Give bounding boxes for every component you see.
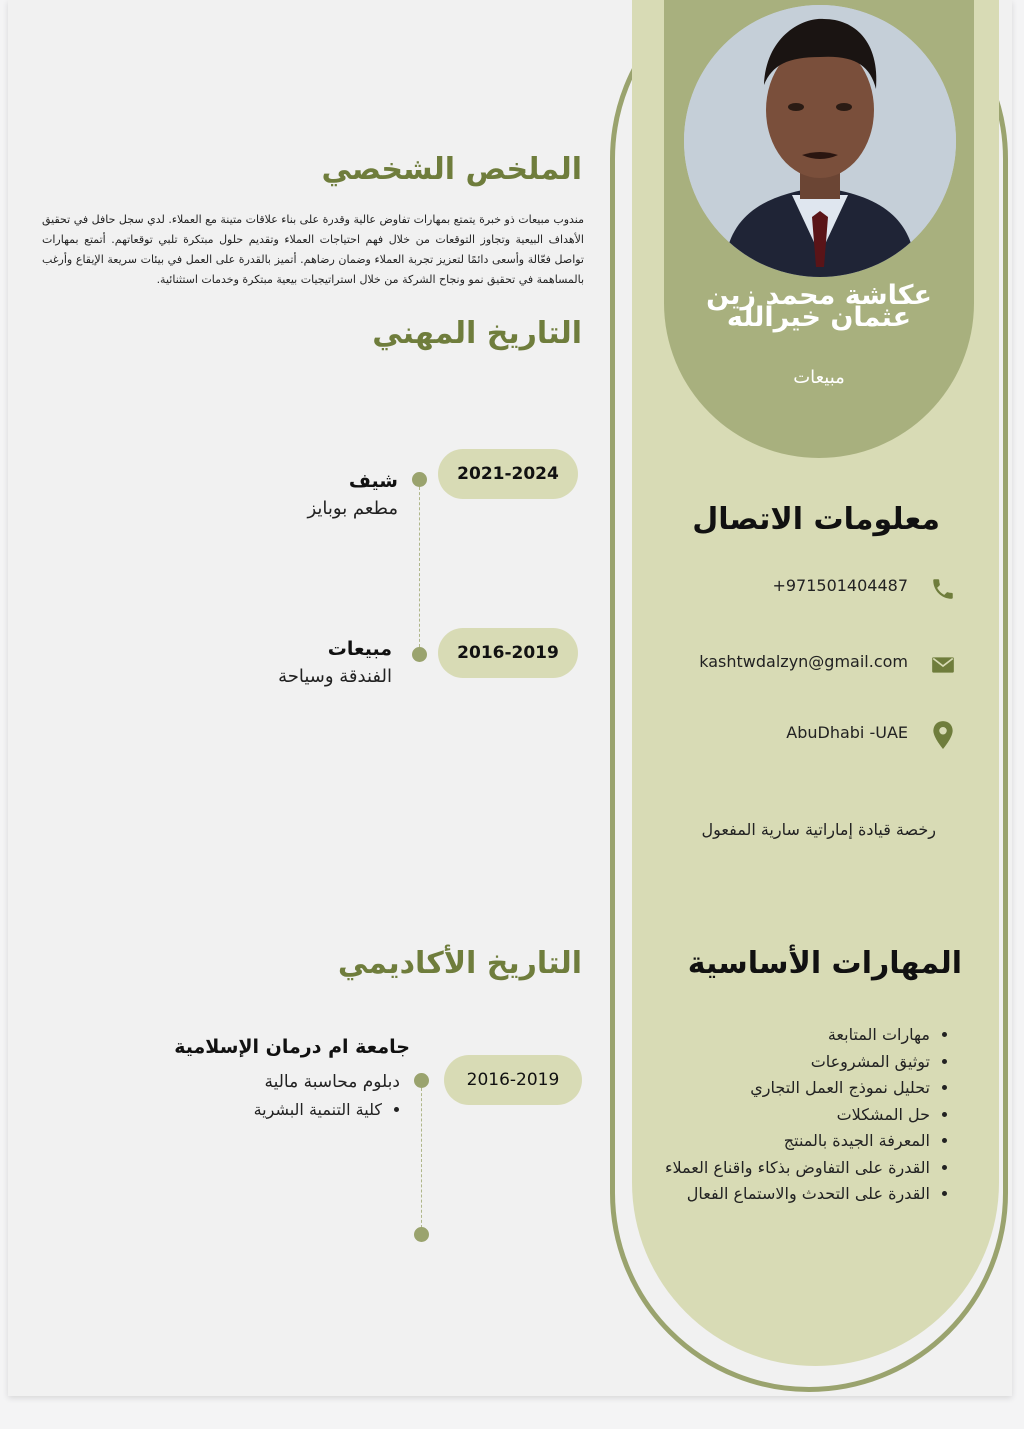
timeline-dot xyxy=(414,1227,429,1242)
job-years: 2021-2024 xyxy=(438,449,578,499)
education-years: 2016-2019 xyxy=(444,1055,582,1105)
summary-text: مندوب مبيعات ذو خبرة يتمتع بمهارات تفاوض عالية وقدرة على بناء علاقات متينة مع العملاء. لدي سجل حافل في تحقيق الأهداف البيعية وتجاوز التوقعات من خلال فهم احتياجات العملاء وتقديم حلول مبتكرة تلبي توقعاتهم. أتمتع بمهارات تواصل فعّالة وأسعى دائمًا لتعزيز تجربة العملاء وضمان رضاهم. أتميز بالقدرة على العمل في بيئات سريعة الإيقاع وأرغب بالمساهمة في تحقيق نمو ونجاح الشركة من خلال استراتيجيات بيعية مبتكرة وخدمات استثنائية. xyxy=(42,213,584,286)
skills-list xyxy=(640,1022,950,1208)
skill-item: • تحليل نموذج العمل التجاري xyxy=(640,1075,930,1102)
job-place: مطعم بوبايز xyxy=(307,498,398,519)
timeline-dot xyxy=(412,647,427,662)
contact-heading: معلومات الاتصال xyxy=(692,502,940,537)
skill-item: • القدرة على التفاوض بذكاء واقناع العملاء xyxy=(640,1155,930,1182)
skill-item: • المعرفة الجيدة بالمنتج xyxy=(640,1128,930,1155)
education-list xyxy=(150,1100,404,1119)
mail-icon xyxy=(930,652,956,678)
profile-name: عكاشة محمد زين عثمان خيرالله xyxy=(706,280,932,333)
profile-photo xyxy=(684,5,956,277)
summary-heading: الملخص الشخصي xyxy=(321,152,582,187)
timeline-dot xyxy=(412,472,427,487)
career-heading: التاريخ المهني xyxy=(372,316,582,351)
skill-item: • توثيق المشروعات xyxy=(640,1049,930,1076)
skill-item: • حل المشكلات xyxy=(640,1102,930,1129)
education-item: • كلية التنمية البشرية xyxy=(150,1100,382,1119)
contact-phone: +971501404487 xyxy=(772,576,908,595)
driving-license: رخصة قيادة إماراتية سارية المفعول xyxy=(701,820,936,839)
skills-heading: المهارات الأساسية xyxy=(687,946,962,981)
education-degree: دبلوم محاسبة مالية xyxy=(264,1072,400,1092)
location-pin-icon xyxy=(930,720,956,750)
skill-item: • القدرة على التحدث والاستماع الفعال xyxy=(640,1181,930,1208)
profile-role: مبيعات xyxy=(793,367,845,388)
contact-location: AbuDhabi -UAE xyxy=(786,723,908,742)
job-title: مبيعات xyxy=(327,638,392,660)
job-years: 2016-2019 xyxy=(438,628,578,678)
education-heading: التاريخ الأكاديمي xyxy=(337,946,582,981)
education-school: جامعة ام درمان الإسلامية xyxy=(174,1036,410,1058)
skill-item: • مهارات المتابعة xyxy=(640,1022,930,1049)
phone-icon xyxy=(930,576,956,602)
contact-email: kashtwdalzyn@gmail.com xyxy=(699,652,908,671)
job-title: شيف xyxy=(348,470,398,492)
timeline-line xyxy=(421,1088,422,1228)
job-place: الفندقة وسياحة xyxy=(278,666,392,687)
timeline-dot xyxy=(414,1073,429,1088)
timeline-line xyxy=(419,487,420,647)
